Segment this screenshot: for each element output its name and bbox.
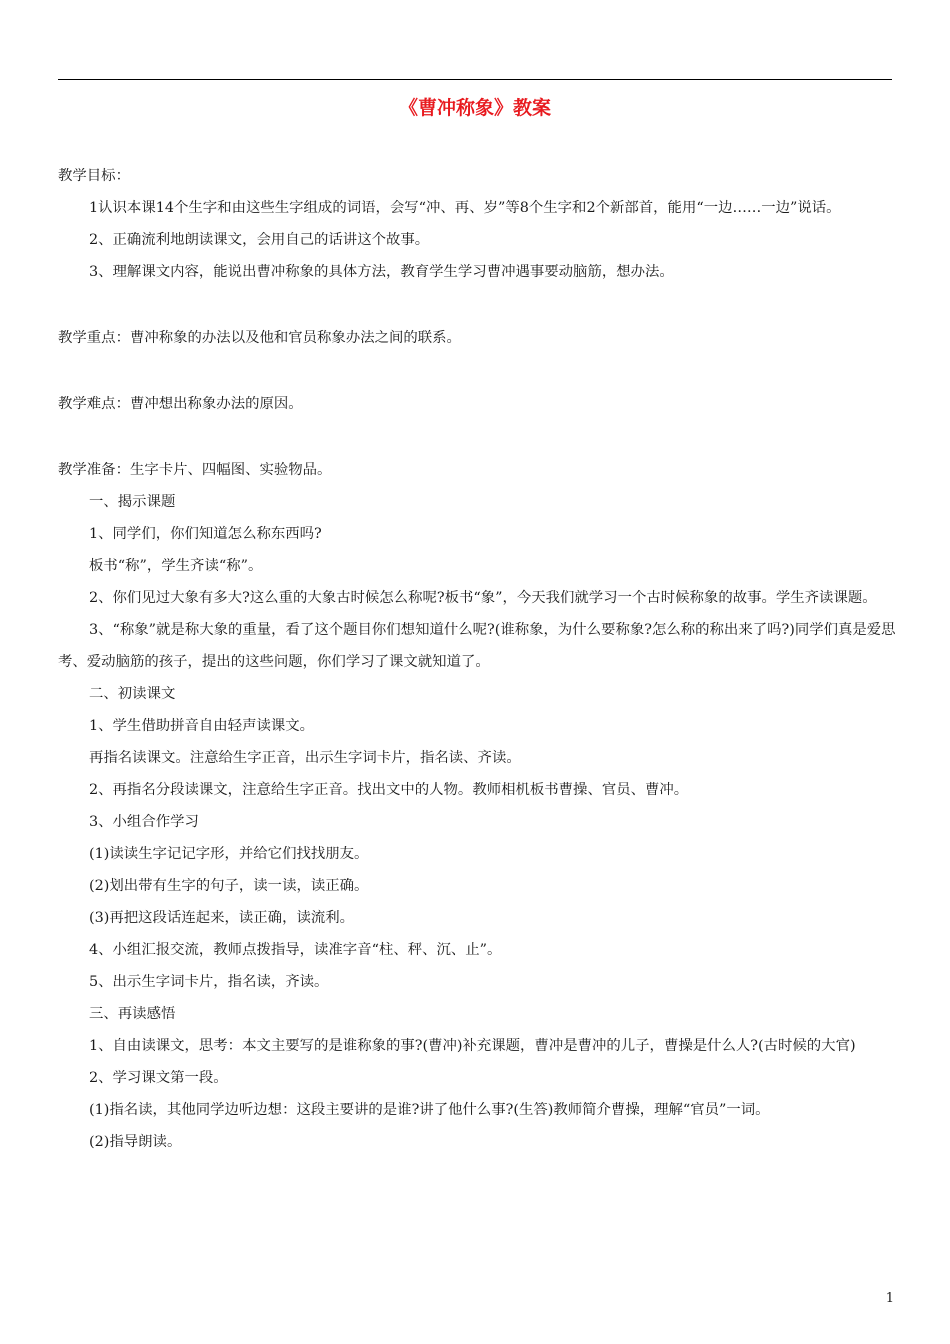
section-heading-preparation: 教学准备：生字卡片、四幅图、实验物品。 <box>58 462 332 478</box>
paragraph: 4、小组汇报交流，教师点拨指导，读准字音“柱、秤、沉、止”。 <box>89 942 502 958</box>
list-item: (2)划出带有生字的句子，读一读，读正确。 <box>89 878 369 894</box>
section-heading-objectives: 教学目标： <box>58 168 130 184</box>
paragraph: 再指名读课文。注意给生字正音，出示生字词卡片，指名读、齐读。 <box>89 750 521 766</box>
section-heading-difficulties: 教学难点：曹冲想出称象办法的原因。 <box>58 396 303 412</box>
paragraph: 2、再指名分段读课文，注意给生字正音。找出文中的人物。教师相机板书曹操、官员、曹冲。 <box>89 782 689 798</box>
list-item: (3)再把这段话连起来，读正确，读流利。 <box>89 910 355 926</box>
list-item: (1)读读生字记记字形，并给它们找找朋友。 <box>89 846 369 862</box>
document-body <box>58 160 896 1158</box>
header-rule <box>58 79 892 80</box>
paragraph: 2、学习课文第一段。 <box>89 1070 228 1086</box>
section-heading-part-3: 三、再读感悟 <box>89 1006 176 1022</box>
paragraph: 1、同学们，你们知道怎么称东西吗? <box>89 526 322 542</box>
paragraph: 3、小组合作学习 <box>89 814 199 830</box>
paragraph: 1认识本课14个生字和由这些生字组成的词语，会写“冲、再、岁”等8个生字和2个新部首，能用“一边……一边”说话。 <box>89 200 841 216</box>
section-heading-part-1: 一、揭示课题 <box>89 494 176 510</box>
paragraph: 1、自由读课文，思考：本文主要写的是谁称象的事?(曹冲)补充课题，曹冲是曹冲的儿子，曹操是什么人?(古时候的大官) <box>89 1038 856 1054</box>
spacer <box>58 354 896 388</box>
section-heading-key-points: 教学重点：曹冲称象的办法以及他和官员称象办法之间的联系。 <box>58 330 461 346</box>
paragraph: 3、“称象”就是称大象的重量，看了这个题目你们想知道什么呢?(谁称象，为什么要称象?怎么称的称出来了吗?)同学们真是爱思考、爱动脑筋的孩子，提出的这些问题，你们学习了课文就知道了。 <box>58 622 896 670</box>
paragraph: 2、正确流利地朗读课文，会用自己的话讲这个故事。 <box>89 232 430 248</box>
spacer <box>58 420 896 454</box>
list-item: (2)指导朗读。 <box>89 1134 182 1150</box>
paragraph: 2、你们见过大象有多大?这么重的大象古时候怎么称呢?板书“象”，今天我们就学习一个古时候称象的故事。学生齐读课题。 <box>89 590 877 606</box>
paragraph: 3、理解课文内容，能说出曹冲称象的具体方法，教育学生学习曹冲遇事要动脑筋，想办法。 <box>89 264 674 280</box>
spacer <box>58 288 896 322</box>
section-heading-part-2: 二、初读课文 <box>89 686 176 702</box>
document-title: 《曹冲称象》教案 <box>398 97 551 119</box>
paragraph: 板书“称”，学生齐读“称”。 <box>89 558 263 574</box>
paragraph: 5、出示生字词卡片，指名读，齐读。 <box>89 974 329 990</box>
list-item: (1)指名读，其他同学边听边想：这段主要讲的是谁?讲了他什么事?(生答)教师简介曹操，理解“官员”一词。 <box>89 1102 770 1118</box>
page-number: 1 <box>885 1291 894 1306</box>
paragraph: 1、学生借助拼音自由轻声读课文。 <box>89 718 315 734</box>
